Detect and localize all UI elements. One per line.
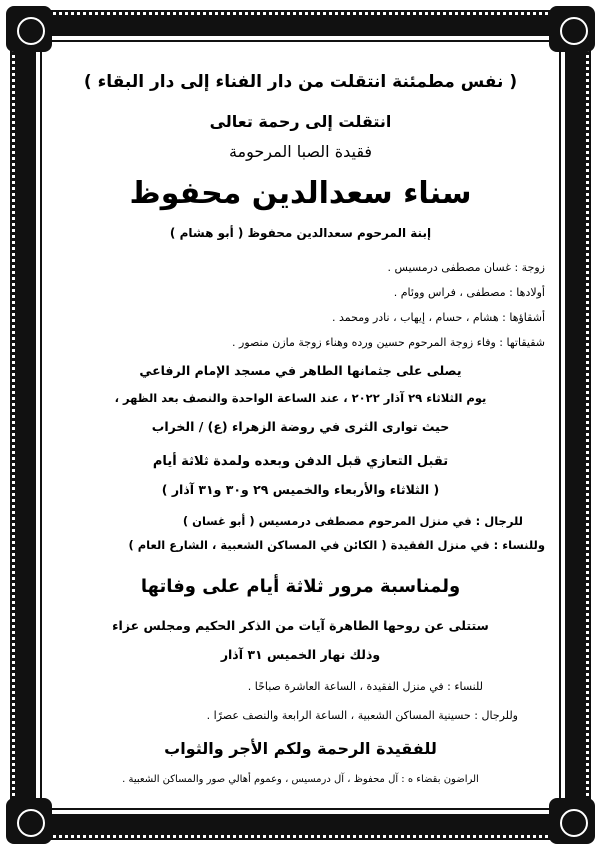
- mourners-line: الراضون بقضاء ه : آل محفوظ ، آل درمسيس ، وعموم أهالي صور والمساكن الشعبية .: [122, 774, 479, 785]
- daughter-of-line: إبنة المرحوم سعدالدين محفوظ ( أبو هشام ): [169, 226, 432, 240]
- passed-to-line: انتقلت إلى رحمة تعالى: [209, 112, 392, 131]
- brothers-line: أشقاؤها : هشام ، حسام ، إيهاب ، نادر ومحمد .: [332, 311, 545, 324]
- corner-ornament-icon: [549, 798, 595, 844]
- condolences-days: ( الثلاثاء والأربعاء والخميس ٢٩ و٣٠ و٣١ آذار ): [161, 482, 440, 497]
- children-line: أولادها : مصطفى ، فراس ووئام .: [393, 286, 545, 299]
- corner-ornament-icon: [549, 6, 595, 52]
- recitation-line: ستتلى عن روحها الطاهرة آيات من الذكر الحكيم ومجلس عزاء: [112, 618, 489, 633]
- funeral-prayer-line: يصلى على جثمانها الطاهر في مسجد الإمام الرفاعي: [139, 363, 462, 378]
- third-day-women: للنساء : في منزل الفقيدة ، الساعة العاشرة صباحًا .: [247, 680, 483, 693]
- corner-ornament-icon: [6, 798, 52, 844]
- condolences-intro: تقبل التعازي قبل الدفن وبعده ولمدة ثلاثة أيام: [152, 454, 449, 469]
- condolences-men: للرجال : في منزل المرحوم مصطفى درمسيس ( أبو غسان ): [182, 514, 523, 528]
- condolences-women: وللنساء : في منزل الفقيدة ( الكائن في المساكن الشعبية ، الشارع العام ): [128, 538, 545, 552]
- burial-line: حيث توارى الثرى في روضة الزهراء (ع) / الخراب: [151, 419, 450, 434]
- closing-blessing: للفقيدة الرحمة ولكم الأجر والثواب: [164, 739, 437, 758]
- husband-line: زوجة : غسان مصطفى درمسيس .: [387, 261, 545, 274]
- third-day-title: ولمناسبة مرور ثلاثة أيام على وفاتها: [140, 576, 461, 597]
- opening-verse: ( نفس مطمئنة انتقلت من دار الفناء إلى دار البقاء ): [83, 72, 518, 92]
- funeral-datetime-line: يوم الثلاثاء ٢٩ آذار ٢٠٢٢ ، عند الساعة الواحدة والنصف بعد الظهر ،: [114, 391, 487, 405]
- late-title-line: فقيدة الصبا المرحومة: [228, 142, 373, 161]
- sisters-line: شقيقاتها : وفاء زوجة المرحوم حسين ورده وهناء زوجة مازن منصور .: [232, 336, 545, 349]
- deceased-name: سناء سعدالدين محفوظ: [129, 176, 472, 211]
- corner-ornament-icon: [6, 6, 52, 52]
- third-day-men: وللرجال : حسينية المساكن الشعبية ، الساعة الرابعة والنصف عصرًا .: [206, 709, 518, 722]
- third-day-date: وذلك نهار الخميس ٣١ آذار: [220, 647, 381, 662]
- obituary-notice: [48, 58, 553, 798]
